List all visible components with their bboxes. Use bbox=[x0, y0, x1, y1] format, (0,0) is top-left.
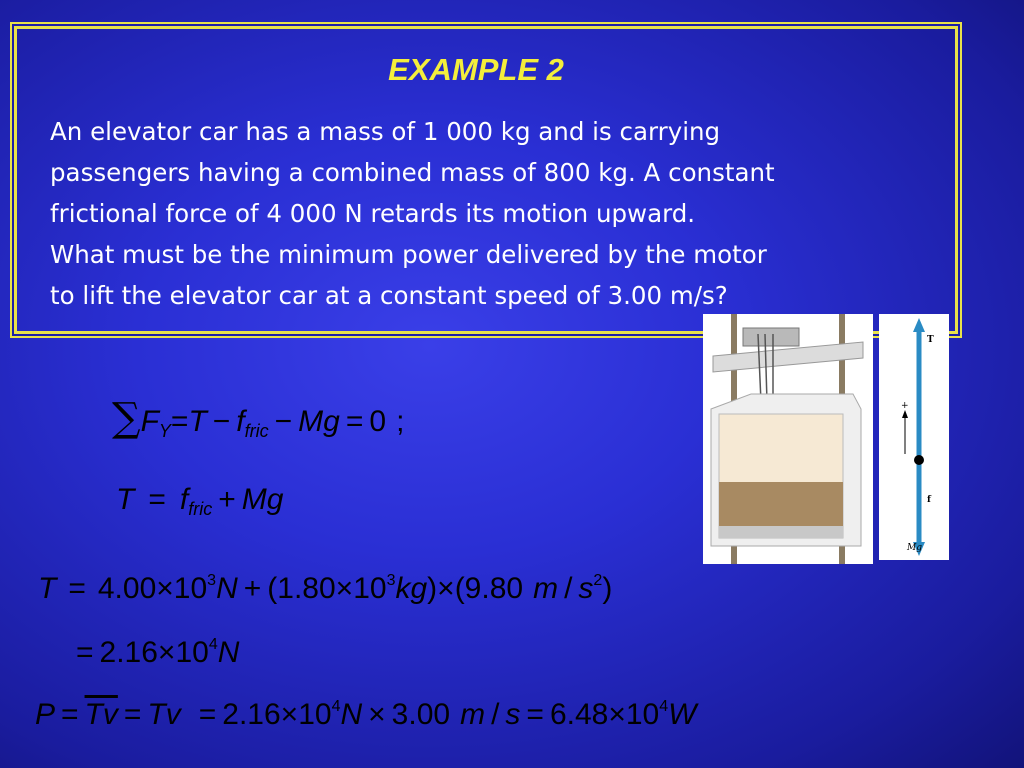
equation-tension-numeric bbox=[38, 572, 612, 606]
eq-operator: / bbox=[491, 698, 500, 731]
eq-unit: W bbox=[668, 698, 697, 731]
eq-symbol: T bbox=[38, 572, 57, 605]
eq-unit: N bbox=[217, 636, 240, 669]
eq-symbol: Mg bbox=[298, 405, 340, 438]
eq-operator: = bbox=[526, 698, 544, 731]
equation-tension bbox=[116, 483, 283, 520]
eq-operator: = bbox=[148, 483, 166, 516]
eq-operator: = bbox=[68, 572, 86, 605]
problem-text bbox=[50, 111, 950, 316]
eq-value: (1.80 bbox=[267, 572, 336, 605]
eq-value: 10 bbox=[298, 698, 332, 731]
eq-operator: × bbox=[156, 572, 174, 605]
eq-exponent: 2 bbox=[593, 572, 603, 589]
equation-power bbox=[35, 698, 696, 732]
eq-value: 4.00 bbox=[97, 572, 157, 605]
equation-tension-result bbox=[70, 636, 239, 670]
elevator-illustration bbox=[703, 314, 873, 564]
eq-value: 10 bbox=[625, 698, 660, 731]
eq-exponent: 3 bbox=[386, 572, 396, 589]
eq-value: 10 bbox=[175, 636, 209, 669]
eq-value: 10 bbox=[353, 572, 387, 605]
eq-exponent: 3 bbox=[207, 572, 217, 589]
eq-subscript: Y bbox=[158, 421, 171, 441]
eq-symbol: f bbox=[179, 483, 189, 516]
fbd-label-plus: + bbox=[901, 401, 909, 411]
problem-line: What must be the minimum power delivered by the motor bbox=[50, 240, 767, 269]
eq-symbol: P bbox=[35, 698, 56, 731]
eq-value: 3.00 bbox=[391, 698, 451, 731]
eq-exponent: 4 bbox=[659, 698, 669, 715]
eq-operator: × bbox=[437, 572, 455, 605]
eq-operator: = bbox=[76, 636, 94, 669]
eq-symbol: T bbox=[188, 405, 207, 438]
equation-sum-forces bbox=[112, 395, 404, 442]
eq-unit: s bbox=[578, 572, 594, 605]
problem-line: to lift the elevator car at a constant speed of 3.00 m/s? bbox=[50, 281, 728, 310]
eq-symbol: Tv bbox=[147, 698, 181, 731]
eq-symbol: T bbox=[116, 483, 135, 516]
eq-value: (9.80 bbox=[454, 572, 524, 605]
eq-value: 2.16 bbox=[222, 698, 281, 731]
eq-value: 6.48 bbox=[549, 698, 609, 731]
eq-operator: ) bbox=[427, 572, 438, 605]
eq-operator: + bbox=[243, 572, 262, 605]
eq-value: 2.16 bbox=[99, 636, 158, 669]
eq-operator: + bbox=[218, 483, 236, 516]
sum-symbol: ∑ bbox=[112, 395, 141, 441]
eq-symbol: F bbox=[140, 405, 159, 438]
eq-symbol-vector: $\overline{Tv}$ bbox=[84, 698, 118, 731]
eq-operator: × bbox=[280, 698, 299, 731]
eq-symbol: f bbox=[236, 405, 245, 438]
free-body-diagram bbox=[879, 314, 949, 560]
eq-operator: × bbox=[608, 698, 626, 731]
eq-unit: N bbox=[216, 572, 238, 605]
eq-operator: × bbox=[335, 572, 354, 605]
eq-value: 0 bbox=[369, 405, 387, 438]
eq-exponent: 4 bbox=[208, 636, 218, 653]
eq-unit: m bbox=[460, 698, 486, 731]
fbd-label-tension: T bbox=[927, 335, 934, 345]
eq-unit: m bbox=[533, 572, 559, 605]
slide-title: EXAMPLE 2 bbox=[388, 52, 564, 87]
eq-operator: × bbox=[157, 636, 176, 669]
eq-operator: = bbox=[170, 405, 189, 438]
eq-subscript: fric bbox=[188, 499, 213, 519]
eq-operator: − bbox=[274, 405, 293, 438]
eq-subscript: fric bbox=[244, 421, 269, 441]
elevator-drawing bbox=[703, 314, 873, 564]
eq-unit: kg bbox=[395, 572, 428, 605]
fbd-label-friction: f bbox=[927, 495, 931, 505]
eq-operator: ) bbox=[602, 572, 613, 605]
problem-line: An elevator car has a mass of 1 000 kg and is carrying bbox=[50, 117, 721, 146]
eq-operator: − bbox=[212, 405, 231, 438]
eq-value: 10 bbox=[173, 572, 208, 605]
eq-unit: s bbox=[505, 698, 521, 731]
eq-operator: = bbox=[345, 405, 364, 438]
eq-operator: = bbox=[123, 698, 142, 731]
force-arrows bbox=[879, 314, 949, 560]
problem-line: frictional force of 4 000 N retards its motion upward. bbox=[50, 199, 696, 228]
eq-exponent: 4 bbox=[331, 698, 341, 715]
eq-operator: × bbox=[368, 698, 386, 731]
eq-operator: = bbox=[61, 698, 79, 731]
fbd-label-weight: Mg bbox=[907, 543, 922, 553]
eq-operator: = bbox=[198, 698, 217, 731]
eq-unit: N bbox=[340, 698, 363, 731]
eq-symbol: Mg bbox=[241, 483, 284, 516]
eq-operator: ; bbox=[396, 405, 405, 438]
problem-line: passengers having a combined mass of 800 kg. A constant bbox=[50, 158, 775, 187]
eq-operator: / bbox=[564, 572, 573, 605]
